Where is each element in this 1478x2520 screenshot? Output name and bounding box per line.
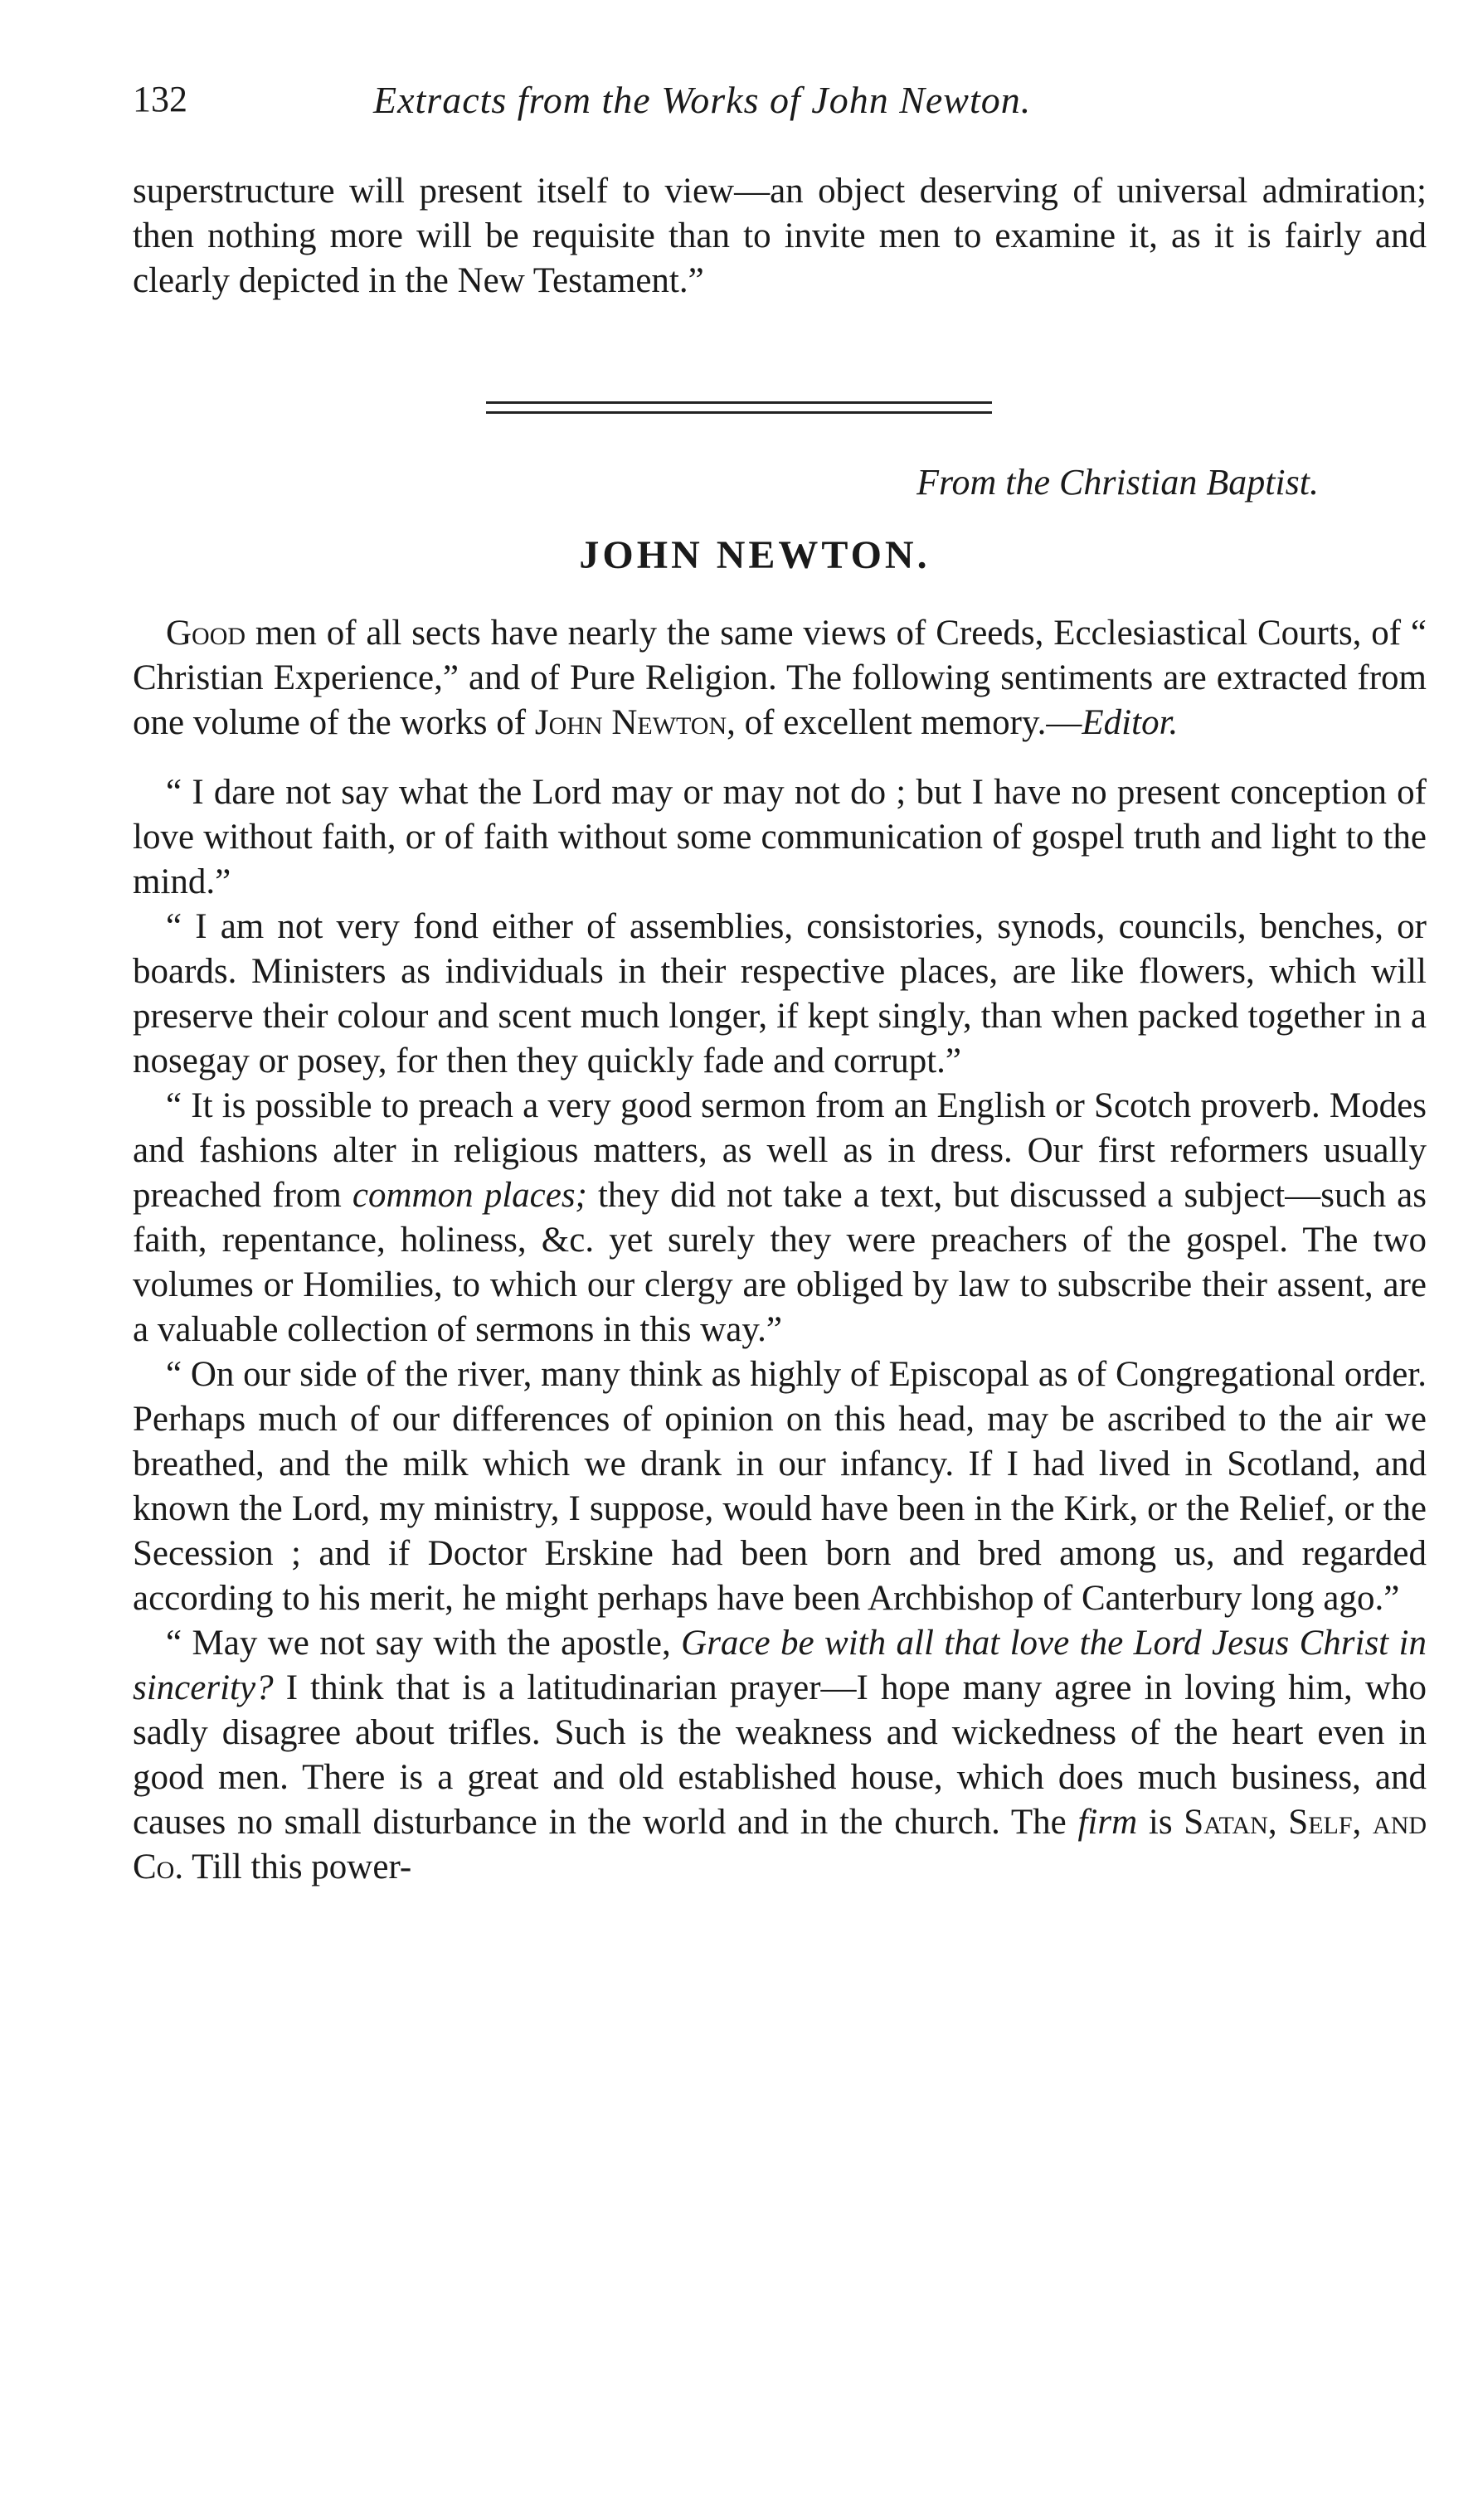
section-heading: JOHN NEWTON. (579, 533, 931, 577)
intro-text-2: , of excellent memory.— (727, 703, 1082, 742)
quote-proverb-text-2: they did not take a text, but discussed a subject—such as faith, repentance, holiness, &c. yet surely they were preachers of the gospel. The two volumes or Homilies, to which our clergy are obliged by law to subscribe their assent, are a valuable collection of sermons in this way.” (133, 1176, 1427, 1349)
source-attribution: From the Christian Baptist. (916, 462, 1319, 503)
firm-word: firm (1077, 1803, 1138, 1842)
editor-signature: Editor. (1082, 703, 1179, 742)
continuation-paragraph: superstructure will present itself to view—an object deserving of universal admiration; then nothing more will be requisite than to invite men to examine it, as it is fairly and clearly depicted in the New Testament.” (133, 172, 1427, 300)
intro-paragraph (133, 611, 1427, 745)
quote-proverb (133, 1084, 1427, 1352)
quote-assemblies: “ I am not very fond either of assemblies, consistories, synods, councils, benches, or boards. Ministers as individuals in their respective places, are like flowers, which will preserve their colour and scent much longer, if kept singly, than when packed together in a nosegay or posey, for then they quickly fade and corrupt.” (133, 907, 1427, 1080)
section-divider (133, 303, 1427, 444)
quote-apostle-text-2: I think that is a latitudinarian prayer—I hope many agree in loving him, who sadly disagree about trifles. Such is the weakness and wickedness of the heart even in good men. There is a great and old established house, which does much business, and causes no small disturbance in the world and in the church. The (133, 1668, 1427, 1842)
self-word: Self (1288, 1803, 1353, 1842)
satan-word: Satan (1184, 1803, 1268, 1842)
quote-apostle-italic: Grace be with all that love the Lord Jesus Christ in sincerity? (133, 1624, 1427, 1707)
book-page (133, 66, 1427, 1890)
running-title: Extracts from the Works of John Newton. (373, 79, 1032, 121)
divider-rule-bottom (486, 411, 992, 414)
quote-apostle-text-4: Till this power- (183, 1848, 412, 1886)
running-head (133, 66, 1427, 133)
and-co-word: and Co. (133, 1803, 1427, 1886)
quote-apostle (133, 1621, 1427, 1890)
quote-apostle-text-1: “ May we not say with the apostle, (166, 1624, 682, 1663)
quote-river: “ On our side of the river, many think as highly of Episcopal as of Congregational order. Perhaps much of our differences of opinion on this head, may be ascribed to the air we breathed, and the milk which we drank in our infancy. If I had lived in Scotland, and known the Lord, my ministry, I suppose, would have been in the Kirk, or the Relief, or the Secession ; and if Doctor Erskine had been born and bred among us, and regarded according to his merit, he might perhaps have been Archbishop of Canterbury long ago.” (133, 1355, 1427, 1618)
intro-lead-word: Good (166, 614, 246, 653)
quote-apostle-text-3: is (1137, 1803, 1184, 1842)
quote-proverb-italic: common places; (352, 1176, 587, 1215)
comma-1: , (1267, 1803, 1289, 1842)
intro-text-1: men of all sects have nearly the same views of Creeds, Ecclesiastical Courts, of “ Christian Experience,” and of Pure Religion. The following sentiments are extracted from one volume of the works of (133, 614, 1427, 742)
page-number: 132 (133, 79, 187, 119)
quote-proverb-text-1: “ It is possible to preach a very good sermon from an English or Scotch proverb. Modes and fashions alter in religious matters, as well as in dress. Our first reformers usually preached from (133, 1086, 1427, 1215)
quote-love-faith: “ I dare not say what the Lord may or may not do ; but I have no present conception of love without faith, or of faith without some communication of gospel truth and light to the mind.” (133, 773, 1427, 901)
comma-2: , (1352, 1803, 1373, 1842)
author-name: John Newton (534, 703, 727, 742)
divider-rule-top (486, 401, 992, 404)
